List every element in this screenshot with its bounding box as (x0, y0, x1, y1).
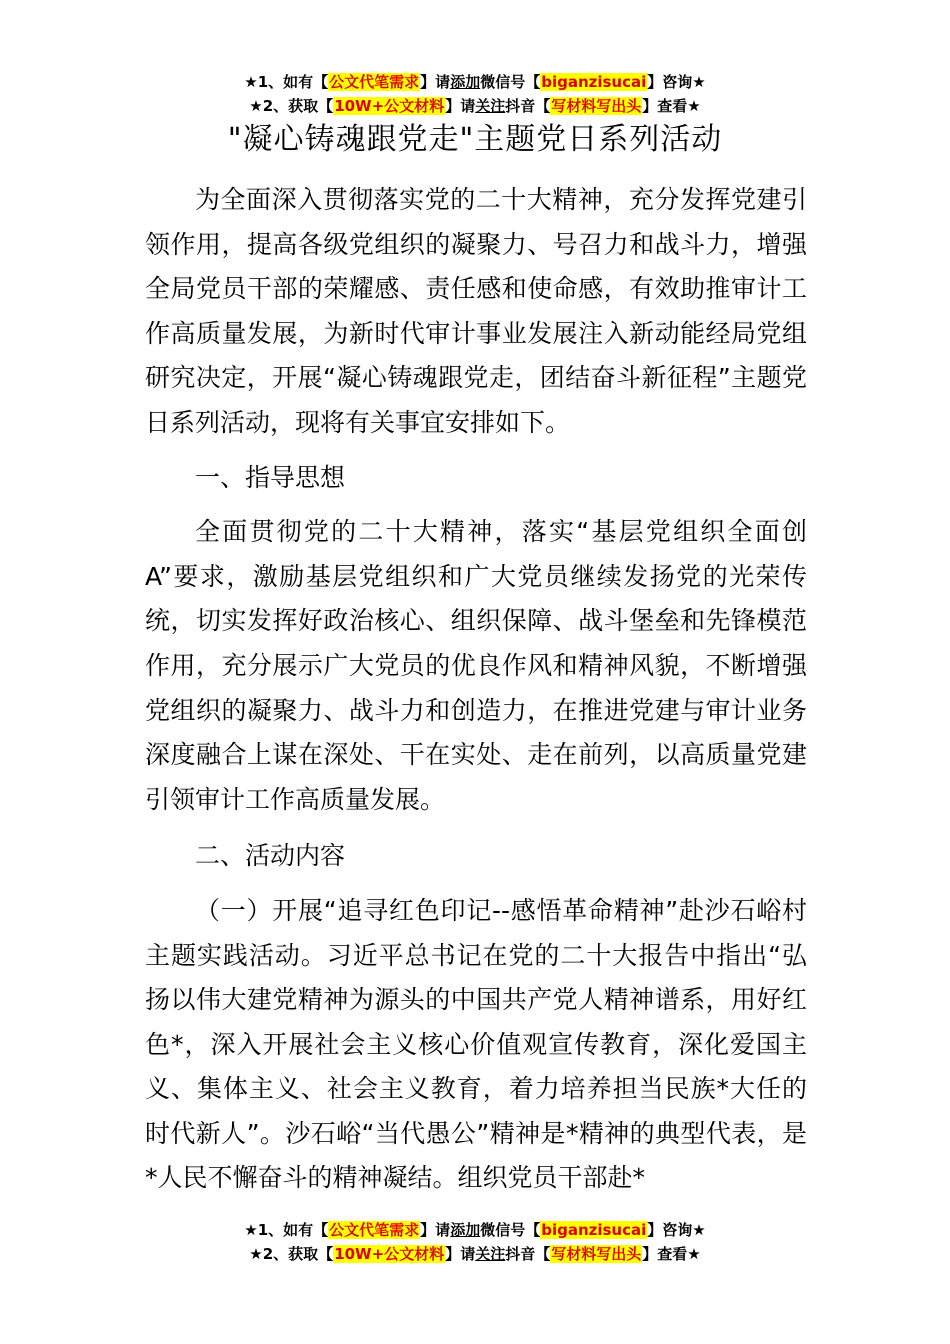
promo-text: ★1、如有【 (244, 73, 329, 91)
promo-underlined-text: 添加 (450, 73, 481, 91)
promo-banner-bottom (0, 1218, 950, 1266)
activity-item-paragraph: （一）开展“追寻红色印记--感悟革命精神”赴沙石峪村主题实践活动。习近平总书记在党的二十大报告中指出“弘扬以伟大建党精神为源头的中国共产党人精神谱系，用好红色*，深入开展社会主义核心价值观宣传教育，深化爱国主义、集体主义、社会主义教育，着力培养担当民族*大任的时代新人”。沙石峪“当代愚公”精神是*精神的典型代表，是*人民不懈奋斗的精神凝结。组织党员干部赴* (145, 895, 807, 1193)
document-body (145, 178, 807, 1201)
promo-text: 微信号【 (480, 1221, 541, 1239)
promo-text: 抖音【 (505, 97, 551, 115)
promo-underlined-text: 添加 (450, 1221, 481, 1239)
section-heading-guiding-thought: 一、指导思想 (195, 462, 346, 492)
promo-text: 】查看★ (642, 97, 701, 115)
promo-highlight: 10W+公文材料 (334, 97, 445, 115)
promo-text: ★1、如有【 (244, 1221, 329, 1239)
guiding-thought-paragraph: 全面贯彻党的二十大精神，落实“基层党组织全面创A”要求，激励基层党组织和广大党员继续发扬党的光荣传统，切实发挥好政治核心、组织保障、战斗堡垒和先锋模范作用，充分展示广大党员的优良作风和精神风貌，不断增强党组织的凝聚力、战斗力和创造力，在推进党建与审计业务深度融合上谋在深处、干在实处、走在前列，以高质量党建引领审计工作高质量发展。 (145, 517, 807, 814)
promo-highlight: 写材料写出头 (551, 1245, 642, 1263)
intro-paragraph: 为全面深入贯彻落实党的二十大精神，充分发挥党建引领作用，提高各级党组织的凝聚力、号召力和战斗力，增强全局党员干部的荣耀感、责任感和使命感，有效助推审计工作高质量发展，为新时代审计事业发展注入新动能经局党组研究决定，开展“凝心铸魂跟党走，团结奋斗新征程”主题党日系列活动，现将有关事宜安排如下。 (145, 185, 807, 437)
promo-text: 】查看★ (642, 1245, 701, 1263)
section-heading-activity-content: 二、活动内容 (195, 841, 346, 871)
promo-text: 微信号【 (480, 73, 541, 91)
document-title: "凝心铸魂跟党走"主题党日系列活动 (227, 122, 723, 157)
promo-line-2 (0, 1242, 950, 1266)
promo-line-1 (0, 70, 950, 94)
promo-text: 】咨询★ (647, 1221, 706, 1239)
promo-highlight: biganzisucai (541, 1221, 647, 1239)
promo-line-2 (0, 94, 950, 118)
promo-highlight: 公文代笔需求 (329, 73, 420, 91)
promo-highlight: 公文代笔需求 (329, 1221, 420, 1239)
promo-line-1 (0, 1218, 950, 1242)
promo-banner-top (0, 70, 950, 118)
promo-text: ★2、获取【 (249, 1245, 334, 1263)
promo-highlight: 写材料写出头 (551, 97, 642, 115)
promo-underlined-text: 关注 (475, 97, 506, 115)
promo-text: ★2、获取【 (249, 97, 334, 115)
promo-highlight: 10W+公文材料 (334, 1245, 445, 1263)
promo-text: 】请 (420, 73, 451, 91)
promo-highlight: biganzisucai (541, 73, 647, 91)
promo-text: 抖音【 (505, 1245, 551, 1263)
promo-text: 】请 (445, 1245, 476, 1263)
promo-text: 】请 (420, 1221, 451, 1239)
promo-underlined-text: 关注 (475, 1245, 506, 1263)
promo-text: 】请 (445, 97, 476, 115)
promo-text: 】咨询★ (647, 73, 706, 91)
